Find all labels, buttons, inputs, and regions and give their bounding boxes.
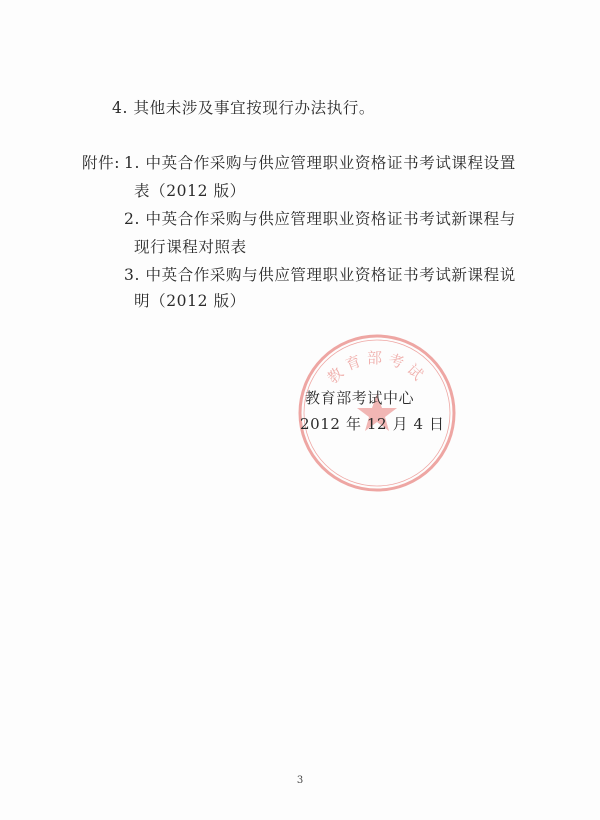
page-number: 3 [296, 775, 304, 786]
attachment-2-line1: 2. 中英合作采购与供应管理职业资格证书考试新课程与 [124, 210, 516, 228]
official-seal [296, 332, 458, 494]
svg-text:教育部考试 [324, 349, 431, 387]
seal-text: 教育部考试 [323, 349, 431, 388]
attachments-label: 附件: [82, 154, 121, 172]
attachment-1-line2: 表（2012 版） [134, 182, 246, 200]
attachment-3-line1: 3. 中英合作采购与供应管理职业资格证书考试新课程说 [124, 266, 516, 284]
attachment-1-line1: 1. 中英合作采购与供应管理职业资格证书考试课程设置 [124, 154, 516, 172]
item-4-text: 4. 其他未涉及事宜按现行办法执行。 [112, 99, 376, 117]
issuer-name: 教育部考试中心 [305, 389, 415, 407]
attachment-2-line2: 现行课程对照表 [134, 238, 247, 256]
attachment-3-line2: 明（2012 版） [134, 292, 246, 310]
issue-date: 2012 年 12 月 4 日 [300, 415, 445, 433]
